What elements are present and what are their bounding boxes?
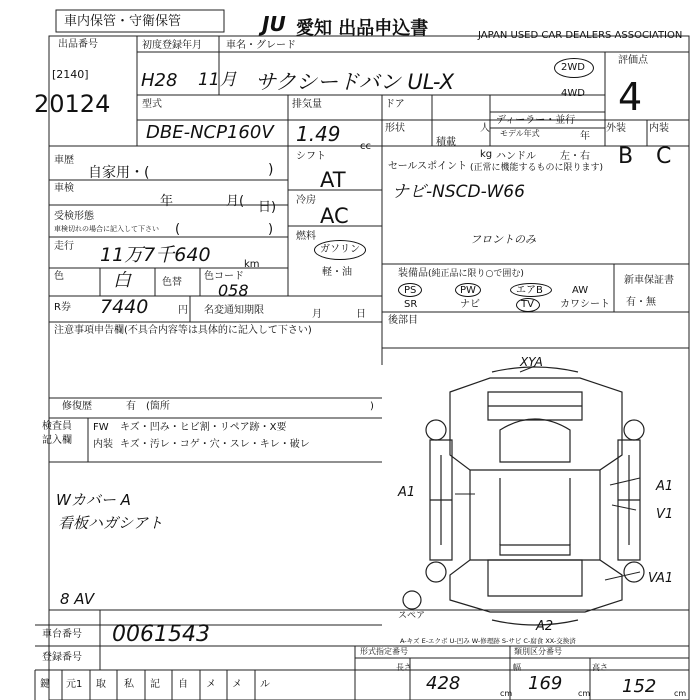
listing-number-label: 出品番号	[58, 39, 98, 50]
recycle-unit: 円	[178, 305, 188, 316]
name-change-label: 名変通知期限	[204, 305, 264, 316]
ju-logo: JU	[262, 12, 286, 36]
chassis-label: 車台番号	[42, 629, 82, 640]
door-label: ドア	[385, 99, 405, 110]
inspection-day: 日)	[258, 200, 277, 215]
listing-code: [2140]	[52, 68, 89, 81]
year-unit: 年	[580, 131, 590, 142]
first-reg-label: 初度登録年月	[142, 40, 202, 51]
drive-2wd: 2WD	[561, 62, 585, 73]
class-label: 類別区分番号	[514, 647, 562, 656]
form-title: 愛知 出品申込書	[296, 18, 429, 39]
rating-exterior: B	[618, 144, 634, 169]
car-name-label: 車名・グレード	[226, 40, 296, 51]
vehicle-type-value: 自家用・(	[88, 165, 150, 181]
capacity-label: 積載	[436, 137, 456, 148]
shift-value: AT	[320, 168, 346, 192]
person-unit: 人	[480, 123, 490, 134]
inspection-label: 車検	[54, 183, 74, 194]
model-label: 型式	[142, 99, 162, 110]
warranty-options: 有・無	[626, 297, 656, 308]
height-label: 高さ	[592, 663, 608, 672]
mileage-value: 11万7千640	[100, 244, 211, 266]
rating-score: 4	[618, 75, 643, 119]
listing-number: 20124	[34, 90, 111, 118]
sales-point-value: ナビ-NSCD-W66	[392, 182, 525, 202]
notes-label: 注意事項申告欄(不具合内容等は具体的に記入して下さい)	[54, 325, 312, 336]
repair-paren: (箇所	[146, 401, 170, 412]
name-change-day: 日	[356, 309, 366, 320]
diagram-top-mark: XYA	[520, 355, 543, 369]
name-change-month: 月	[312, 309, 322, 320]
note-line-2: 看板ハガシアト	[58, 514, 164, 532]
rating-interior-label: 内装	[649, 123, 669, 134]
equipment-item-tv: TV	[521, 299, 534, 310]
drive-4wd: 4WD	[561, 88, 585, 99]
receipt-close: )	[268, 222, 274, 237]
vehicle-type-close: )	[268, 162, 274, 178]
height-value: 152	[622, 676, 657, 697]
footer-item-1: 鍵	[40, 679, 50, 690]
shape-label: 形状	[385, 123, 405, 134]
displacement-value: 1.49	[296, 122, 341, 146]
vehicle-type-label: 車歴	[54, 155, 74, 166]
length-label: 長さ	[396, 663, 412, 672]
note-line-3: 8 AV	[60, 590, 95, 608]
association-name: JAPAN USED CAR DEALERS ASSOCIATION	[478, 30, 683, 41]
width-unit: cm	[578, 689, 591, 698]
color-label: 色	[54, 271, 64, 282]
equipment-sub: (純正品に限り○で囲む)	[428, 269, 524, 279]
fuel-gasoline: ガソリン	[320, 244, 360, 255]
inspector-fw-items: キズ・凹み・ヒビ割・リペア跡・X要	[120, 422, 287, 433]
storage-label-box	[56, 10, 224, 32]
shift-label: シフト	[296, 151, 326, 162]
rating-interior: C	[656, 144, 672, 169]
model-value: DBE-NCP160V	[146, 122, 274, 143]
rating-label: 評価点	[618, 55, 648, 66]
footer-item-4: 私	[124, 679, 134, 690]
car-name-value: サクシードバン UL-X	[255, 70, 455, 94]
equipment-item-pw: PW	[460, 285, 476, 296]
storage-label: 車内保管・守衛保管	[64, 14, 182, 29]
equipment-item-aw: AW	[572, 285, 589, 296]
inspector-interior-label: 内装	[93, 439, 113, 450]
damage-legend: A-キズ E-エクボ U-凹み W-修理跡 S-サビ C-腐食 XX-交換済	[400, 637, 576, 645]
sales-point-label: セールスポイント	[388, 161, 468, 172]
length-unit: cm	[500, 689, 513, 698]
width-value: 169	[528, 673, 563, 694]
diagram-rear-right-mark: VA1	[648, 571, 674, 586]
first-reg-era: H28	[141, 70, 178, 91]
kg-unit: kg	[480, 149, 493, 160]
receipt-open: (	[175, 222, 181, 237]
color-value: 白	[113, 270, 131, 291]
footer-item-8: メ	[232, 679, 242, 690]
spare-label: スペア	[398, 611, 426, 621]
ac-value: AC	[320, 204, 349, 228]
cc-unit: cc	[360, 141, 371, 152]
diagram-right-mark-1: A1	[656, 479, 674, 494]
repair-value: 有	[126, 401, 136, 412]
sales-point-note: フロントのみ	[470, 233, 536, 246]
height-unit: cm	[674, 689, 687, 698]
inspector-fw-label: FW	[93, 422, 109, 433]
note-line-1: Wカバー A	[56, 491, 131, 509]
handle-label: ハンドル	[496, 151, 536, 162]
sales-point-sub: (正常に機能するものに限ります)	[470, 163, 604, 173]
length-value: 428	[426, 673, 461, 694]
equipment-item-navi: ナビ	[460, 299, 480, 310]
car-diagram	[403, 367, 644, 625]
rating-exterior-label: 外装	[606, 123, 626, 134]
footer-item-6: 自	[178, 679, 188, 690]
width-label: 幅	[513, 663, 521, 672]
receipt-label: 受検形態	[54, 211, 94, 222]
ac-label: 冷房	[296, 195, 316, 206]
spec-label: 形式指定番号	[360, 647, 408, 656]
diagram-right-mark-2: V1	[656, 507, 674, 522]
color-code-label: 色コード	[204, 271, 244, 282]
inspector-label: 検査員	[42, 421, 72, 432]
footer-item-3: 取	[96, 679, 106, 690]
fuel-label: 燃料	[296, 231, 316, 242]
rear-seat-label: 後部目	[388, 315, 418, 326]
recycle-value: 7440	[100, 296, 149, 318]
inspector-interior-items: キズ・汚レ・コゲ・穴・スレ・キレ・破レ	[120, 439, 310, 450]
mileage-label: 走行	[54, 241, 74, 252]
footer-item-5: 記	[150, 679, 160, 690]
diagram-left-mark: A1	[398, 485, 416, 500]
mileage-unit: km	[244, 259, 260, 270]
equipment-item-sr: SR	[404, 299, 418, 310]
diagram-bottom-mark: A2	[536, 619, 554, 634]
repair-label: 修復歴	[62, 401, 92, 412]
dealer-label: ディーラー・並行	[496, 115, 576, 126]
reg-number-label: 登録番号	[42, 652, 82, 663]
first-reg-month: 11月	[198, 70, 237, 90]
equipment-label: 装備品	[398, 268, 428, 279]
footer-item-2: 元1	[66, 679, 83, 690]
color-code: 058	[218, 281, 249, 300]
body-color-label: 色替	[162, 277, 182, 288]
warranty-label: 新車保証書	[624, 275, 674, 286]
receipt-sublabel: 車検切れの場合に記入して下さい	[54, 225, 159, 233]
displacement-label: 排気量	[292, 99, 322, 110]
model-year-label: モデル年式	[500, 129, 540, 138]
equipment-item-airbag: エアB	[516, 285, 543, 296]
chassis-value: 0061543	[112, 622, 210, 647]
equipment-item-seat: カワシート	[560, 299, 610, 310]
inspection-month: 月(	[226, 194, 245, 209]
recycle-label: R券	[54, 302, 71, 313]
footer-item-9: ル	[260, 679, 270, 690]
fuel-diesel: 軽・油	[322, 267, 352, 278]
repair-close: )	[370, 401, 374, 412]
handle-options: 左・右	[560, 151, 590, 162]
inspector-sub: 記入欄	[42, 435, 72, 446]
footer-item-7: メ	[206, 679, 216, 690]
equipment-item-ps: PS	[404, 285, 417, 296]
inspection-year: 年	[160, 194, 174, 209]
